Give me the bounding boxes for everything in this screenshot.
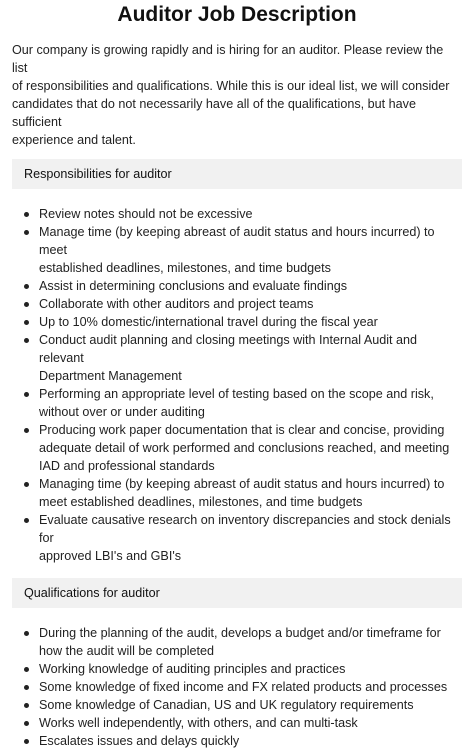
list-item: During the planning of the audit, develops a budget and/or timeframe for how the audit will be completed [39, 624, 462, 660]
intro-paragraph: Our company is growing rapidly and is hiring for an auditor. Please review the list of responsibilities and qualifications. While this is our ideal list, we will consider candidates that do not necessarily have all of the qualifications, but have sufficient experience and talent. [12, 43, 450, 147]
qualifications-list [12, 624, 462, 750]
list-item: Conduct audit planning and closing meetings with Internal Audit and relevant Department Management [39, 331, 462, 385]
list-item: Performing an appropriate level of testing based on the scope and risk, without over or under auditing [39, 385, 462, 421]
list-item: Evaluate causative research on inventory discrepancies and stock denials for approved LBI's and GBI's [39, 511, 462, 565]
list-item: Manage time (by keeping abreast of audit status and hours incurred) to meet established deadlines, milestones, and time budgets [39, 223, 462, 277]
list-item: Working knowledge of auditing principles and practices [39, 660, 462, 678]
page-title: Auditor Job Description [117, 3, 357, 26]
qualifications-heading: Qualifications for auditor [12, 578, 462, 608]
list-item: Collaborate with other auditors and project teams [39, 295, 462, 313]
list-item: Some knowledge of Canadian, US and UK regulatory requirements [39, 696, 462, 714]
responsibilities-list [12, 205, 462, 565]
list-item: Some knowledge of fixed income and FX related products and processes [39, 678, 462, 696]
responsibilities-heading: Responsibilities for auditor [12, 159, 462, 189]
list-item: Works well independently, with others, and can multi-task [39, 714, 462, 732]
list-item: Up to 10% domestic/international travel during the fiscal year [39, 313, 462, 331]
list-item: Managing time (by keeping abreast of audit status and hours incurred) to meet established deadlines, milestones, and time budgets [39, 475, 462, 511]
list-item: Escalates issues and delays quickly [39, 732, 462, 750]
list-item: Review notes should not be excessive [39, 205, 462, 223]
list-item: Assist in determining conclusions and evaluate findings [39, 277, 462, 295]
list-item: Producing work paper documentation that is clear and concise, providing adequate detail of work performed and conclusions reached, and meeting IAD and professional standards [39, 421, 462, 475]
